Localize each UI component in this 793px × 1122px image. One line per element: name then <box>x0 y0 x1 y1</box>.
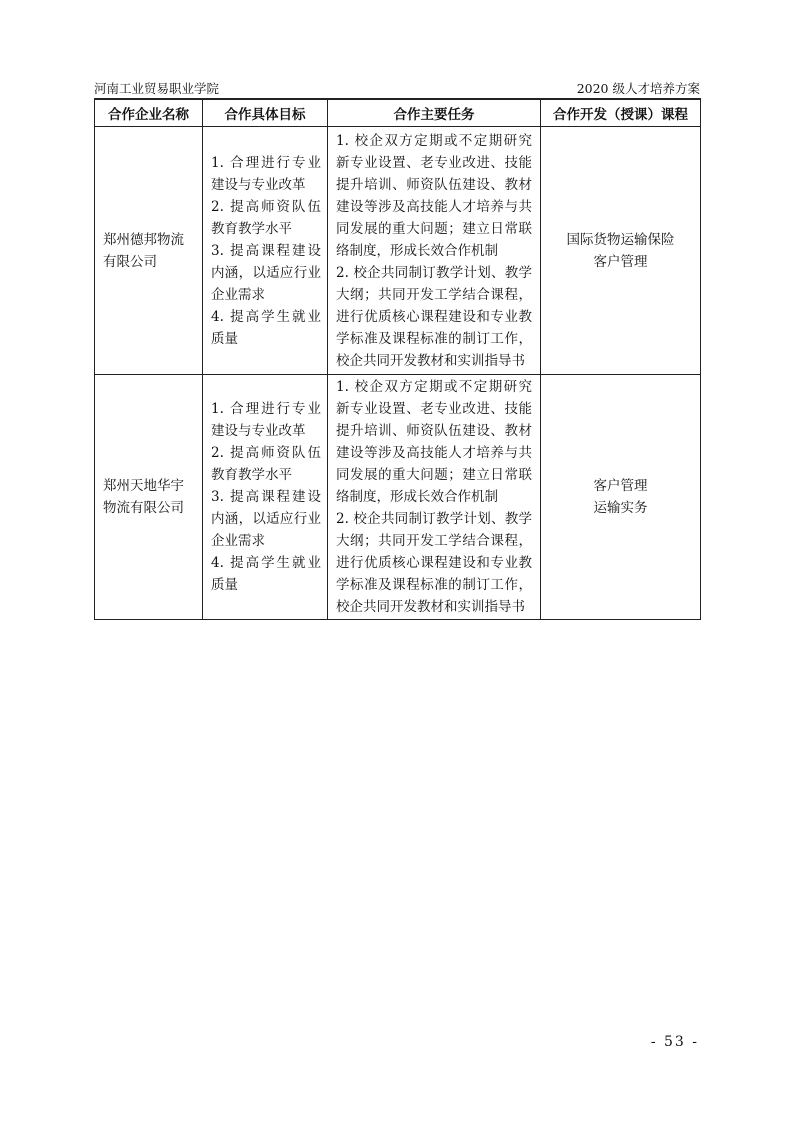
column-header-goals: 合作具体目标 <box>203 99 328 127</box>
column-header-tasks: 合作主要任务 <box>328 99 541 127</box>
course-line: 客户管理 <box>593 253 648 270</box>
tasks-cell <box>328 127 541 375</box>
goal-line: 质量 <box>211 577 238 593</box>
task-line: 新专业设置、老专业改进、技能 <box>336 401 532 417</box>
page-number: - 53 - <box>650 1034 699 1050</box>
task-line: 1. 校企双方定期或不定期研究 <box>336 132 532 149</box>
task-line: 学标准及课程标准的制订工作， <box>336 330 532 347</box>
header-document-title: 2020 级人才培养方案 <box>576 81 700 96</box>
cooperation-table <box>94 98 701 620</box>
company-cell <box>95 375 203 620</box>
task-line: 进行优质核心课程建设和专业教 <box>336 555 532 571</box>
goal-line: 质量 <box>211 330 238 347</box>
task-line: 大纲；共同开发工学结合课程， <box>336 533 532 549</box>
goal-line: 内涵，以适应行业 <box>211 264 321 281</box>
table-row <box>95 375 701 620</box>
goal-line: 企业需求 <box>211 533 265 549</box>
course-line: 客户管理 <box>593 478 648 494</box>
goal-line: 1. 合理进行专业 <box>211 154 321 171</box>
task-line: 进行优质核心课程建设和专业教 <box>336 308 532 325</box>
table-header-row <box>95 99 701 127</box>
company-cell <box>95 127 203 375</box>
goal-line: 建设与专业改革 <box>211 423 306 439</box>
task-line: 2. 校企共同制订教学计划、教学 <box>336 511 532 527</box>
goal-line: 教育教学水平 <box>211 220 292 237</box>
task-line: 新专业设置、老专业改进、技能 <box>336 154 532 171</box>
task-line: 校企共同开发教材和实训指导书 <box>336 352 525 369</box>
task-line: 同发展的重大问题；建立日常联 <box>336 467 532 483</box>
courses-cell <box>541 375 701 620</box>
task-line: 1. 校企双方定期或不定期研究 <box>336 379 532 395</box>
task-line: 学标准及课程标准的制订工作， <box>336 577 532 593</box>
goal-line: 2. 提高师资队伍 <box>211 445 321 461</box>
table-row <box>95 127 701 375</box>
task-line: 提升培训、师资队伍建设、教材 <box>336 176 532 193</box>
goals-cell <box>203 127 328 375</box>
task-line: 络制度，形成长效合作机制 <box>336 489 498 505</box>
company-line: 有限公司 <box>103 253 157 270</box>
company-line: 物流有限公司 <box>103 500 184 516</box>
company-line: 郑州天地华宇 <box>103 478 184 494</box>
tasks-cell <box>328 375 541 620</box>
header-institution: 河南工业贸易职业学院 <box>94 81 220 96</box>
course-line: 运输实务 <box>593 500 648 516</box>
goals-cell <box>203 375 328 620</box>
column-header-company: 合作企业名称 <box>95 99 203 127</box>
goal-line: 内涵，以适应行业 <box>211 511 321 527</box>
course-line: 国际货物运输保险 <box>566 231 675 248</box>
goal-line: 4. 提高学生就业 <box>211 555 321 571</box>
task-line: 建设等涉及高技能人才培养与共 <box>336 198 532 215</box>
goal-line: 2. 提高师资队伍 <box>211 198 321 215</box>
goal-line: 企业需求 <box>211 286 265 303</box>
goal-line: 3. 提高课程建设 <box>211 489 321 505</box>
goal-line: 3. 提高课程建设 <box>211 242 321 259</box>
goal-line: 4. 提高学生就业 <box>211 308 321 325</box>
courses-cell <box>541 127 701 375</box>
goal-line: 建设与专业改革 <box>211 176 306 193</box>
task-line: 络制度，形成长效合作机制 <box>336 242 498 259</box>
task-line: 2. 校企共同制订教学计划、教学 <box>336 264 532 281</box>
goal-line: 1. 合理进行专业 <box>211 401 321 417</box>
task-line: 大纲；共同开发工学结合课程， <box>336 286 532 303</box>
page-header <box>94 77 700 100</box>
company-line: 郑州德邦物流 <box>103 231 184 248</box>
goal-line: 教育教学水平 <box>211 467 292 483</box>
column-header-courses: 合作开发（授课）课程 <box>541 99 701 127</box>
task-line: 校企共同开发教材和实训指导书 <box>336 599 525 615</box>
task-line: 建设等涉及高技能人才培养与共 <box>336 445 532 461</box>
task-line: 提升培训、师资队伍建设、教材 <box>336 423 532 439</box>
task-line: 同发展的重大问题；建立日常联 <box>336 220 532 237</box>
